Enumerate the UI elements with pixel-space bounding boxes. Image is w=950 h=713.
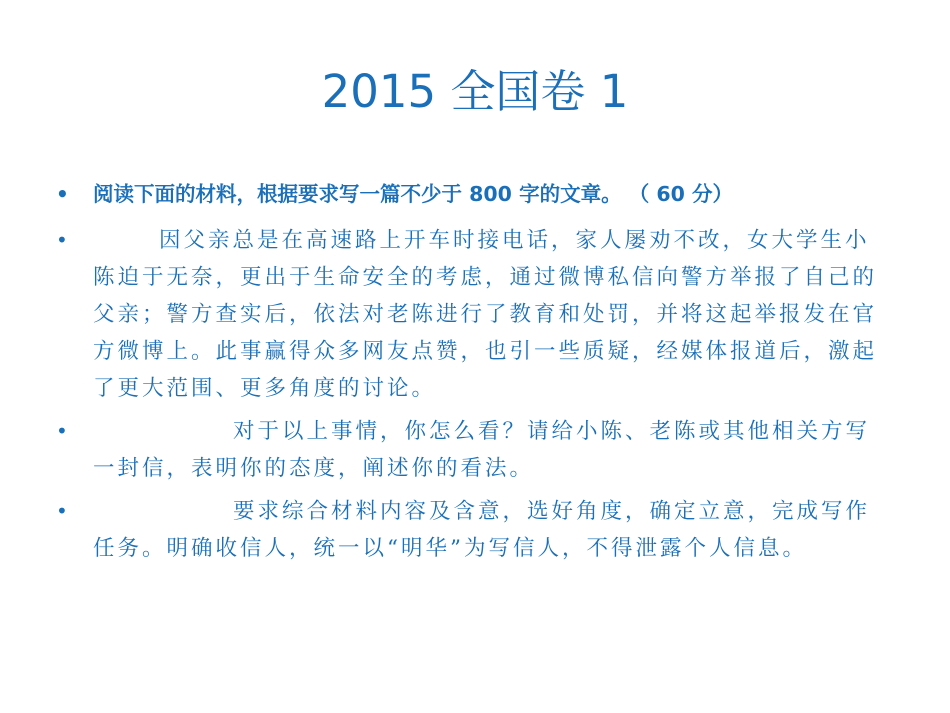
bullet-list — [52, 178, 892, 573]
list-item — [52, 413, 892, 487]
bullet-icon: • — [56, 228, 71, 252]
slide-title: 2015 全国卷 1 — [321, 65, 629, 118]
material-text: 因父亲总是在高速路上开车时接电话，家人屡劝不改，女大学生小陈迫于无奈，更出于生命安全的考虑，通过微博私信向警方举报了自己的父亲；警方查实后，依法对老陈进行了教育和处罚，并将这起举报发在官方微博上。此事赢得众多网友点赞，也引一些质疑，经媒体报道后，激起了更大范围、更多角度的讨论。 — [93, 228, 878, 401]
bullet-icon: • — [56, 419, 71, 443]
list-item — [52, 178, 892, 210]
task-text: 对于以上事情，你怎么看？请给小陈、老陈或其他相关方写一封信，表明你的态度，阐述你的看法。 — [93, 419, 871, 481]
bullet-icon: • — [56, 182, 69, 206]
bullet-icon: • — [56, 499, 71, 523]
instruction-text: 阅读下面的材料，根据要求写一篇不少于 800 字的文章。 （ 60 分） — [93, 182, 734, 206]
list-item — [52, 222, 892, 407]
list-item — [52, 493, 892, 567]
requirement-text: 要求综合材料内容及含意，选好角度，确定立意，完成写作任务。明确收信人，统一以“明华”为写信人，不得泄露个人信息。 — [93, 499, 871, 561]
